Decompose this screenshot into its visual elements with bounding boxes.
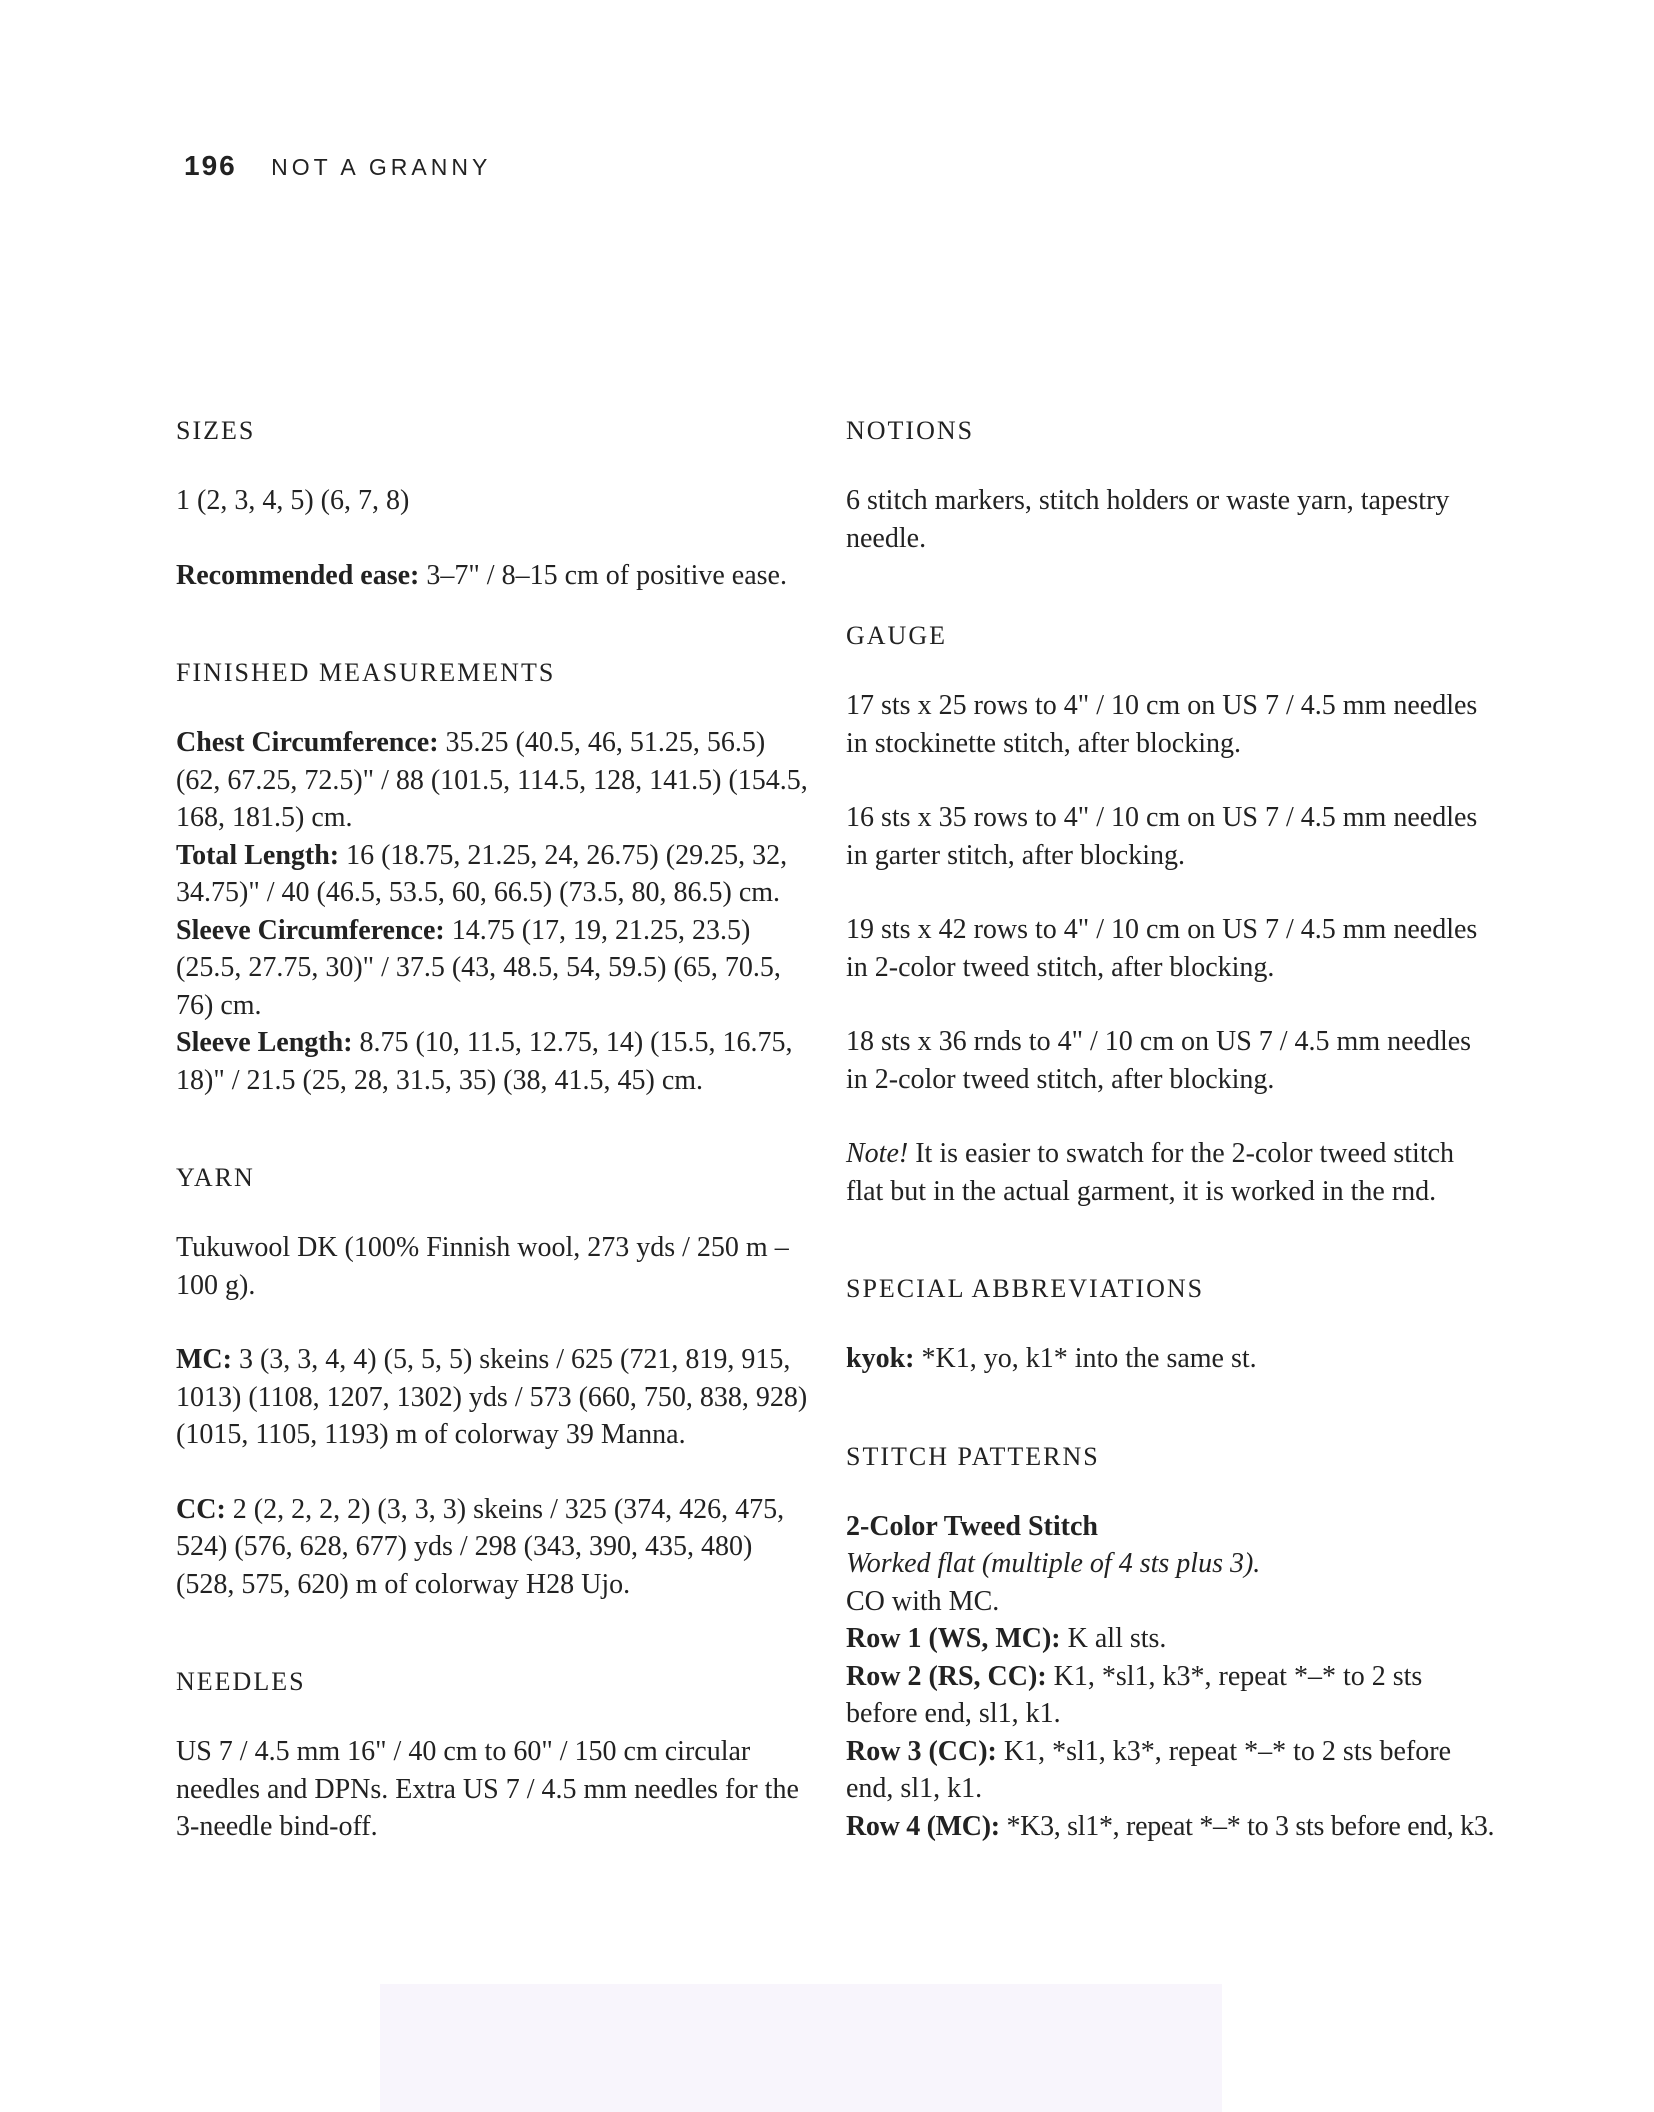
kyok-definition	[846, 1340, 1496, 1378]
chest-circumference	[176, 724, 816, 837]
cc-value: 2 (2, 2, 2, 2) (3, 3, 3) skeins / 325 (374, 426, 475, 524) (576, 628, 677) yds / 298 (343, 390, 435, 480) (528, 575, 620) m of colorway H28 Ujo.	[176, 1493, 785, 1600]
note-label: Note!	[846, 1138, 909, 1169]
pattern-subtitle	[846, 1545, 1496, 1583]
needles-section	[176, 1667, 816, 1846]
row-label: Row 4 (MC):	[846, 1810, 1000, 1842]
row-text: K1, *sl1, k3*, repeat *–* to 2 sts before end, sl1, k1.	[846, 1660, 1423, 1729]
notions-text: 6 stitch markers, stitch holders or waste yarn, tapestry needle.	[846, 485, 1450, 554]
mc-value: 3 (3, 3, 4, 4) (5, 5, 5) skeins / 625 (721, 819, 915, 1013) (1108, 1207, 1302) yds / 573 (660, 750, 838, 928) (1015, 1105, 1193) m of colorway 39 Manna.	[176, 1344, 808, 1450]
row-text: K1, *sl1, k3*, repeat *–* to 2 sts before end, sl1, k1.	[846, 1735, 1451, 1804]
row-text: *K3, sl1*, repeat *–* to 3 sts before end, k3.	[999, 1810, 1495, 1842]
special-abbreviations-heading: SPECIAL ABBREVIATIONS	[846, 1274, 1205, 1303]
kyok-label: kyok:	[846, 1343, 915, 1374]
sleeve-len-label: Sleeve Length:	[176, 1027, 353, 1058]
gauge-item: 19 sts x 42 rows to 4" / 10 cm on US 7 / 4.5 mm needles in 2-color tweed stitch, after blocking.	[846, 914, 1478, 983]
gauge-section	[846, 621, 1496, 1210]
footer-tint-block	[380, 1984, 1222, 2112]
gauge-item: 18 sts x 36 rnds to 4" / 10 cm on US 7 / 4.5 mm needles in 2-color tweed stitch, after blocking.	[846, 1026, 1472, 1095]
yarn-description: Tukuwool DK (100% Finnish wool, 273 yds / 250 m – 100 g).	[176, 1232, 789, 1301]
pattern-title	[846, 1508, 1496, 1546]
ease-label: Recommended ease:	[176, 559, 420, 591]
pattern-row	[846, 1658, 1496, 1733]
gauge-note	[846, 1135, 1496, 1210]
yarn-mc	[176, 1341, 816, 1454]
gauge-item: 17 sts x 25 rows to 4" / 10 cm on US 7 / 4.5 mm needles in stockinette stitch, after blocking.	[846, 690, 1478, 759]
yarn-heading: YARN	[176, 1163, 255, 1192]
kyok-text: *K1, yo, k1* into the same st.	[914, 1343, 1257, 1374]
ease-value: 3–7" / 8–15 cm of positive ease.	[419, 559, 787, 591]
sizes-section	[176, 416, 816, 594]
total-length	[176, 837, 816, 912]
mc-label: MC:	[176, 1344, 232, 1375]
note-text: It is easier to swatch for the 2-color tweed stitch flat but in the actual garment, it is worked in the rnd.	[846, 1138, 1455, 1207]
yarn-section	[176, 1163, 816, 1603]
stitch-patterns-heading: STITCH PATTERNS	[846, 1441, 1100, 1471]
left-column	[176, 416, 816, 1910]
gauge-heading: GAUGE	[846, 621, 947, 650]
book-title: NOT A GRANNY	[271, 154, 492, 180]
needles-text: US 7 / 4.5 mm 16" / 40 cm to 60" / 150 cm circular needles and DPNs. Extra US 7 / 4.5 mm needles for the 3-needle bind-off.	[176, 1736, 799, 1842]
needles-heading: NEEDLES	[176, 1667, 306, 1696]
pattern-subtitle-text: Worked flat (multiple of 4 sts plus 3).	[846, 1548, 1261, 1579]
sleeve-circumference	[176, 912, 816, 1025]
row-label: Row 3 (CC):	[846, 1735, 997, 1767]
chest-value: 35.25 (40.5, 46, 51.25, 56.5) (62, 67.25, 72.5)" / 88 (101.5, 114.5, 128, 141.5) (154.5, 168, 181.5) cm.	[176, 727, 808, 833]
length-label: Total Length:	[176, 839, 340, 871]
row-label: Row 1 (WS, MC):	[846, 1623, 1061, 1654]
pattern-title-text: 2-Color Tweed Stitch	[846, 1510, 1098, 1542]
pattern-cast-on: CO with MC.	[846, 1585, 1000, 1617]
stitch-patterns-section	[846, 1442, 1496, 1846]
notions-section	[846, 416, 1496, 557]
sleeve-circ-label: Sleeve Circumference:	[176, 914, 445, 946]
row-label: Row 2 (RS, CC):	[846, 1660, 1047, 1692]
gauge-item: 16 sts x 35 rows to 4" / 10 cm on US 7 / 4.5 mm needles in garter stitch, after blocking.	[846, 802, 1478, 871]
running-head	[184, 150, 491, 182]
sleeve-length	[176, 1024, 816, 1099]
right-column	[846, 416, 1496, 1909]
sizes-values: 1 (2, 3, 4, 5) (6, 7, 8)	[176, 485, 410, 516]
cc-label: CC:	[176, 1493, 226, 1525]
sleeve-circ-value: 14.75 (17, 19, 21.25, 23.5) (25.5, 27.75, 30)" / 37.5 (43, 48.5, 54, 59.5) (65, 70.5, 76) cm.	[176, 914, 781, 1021]
page-number: 196	[184, 150, 237, 181]
pattern-row	[846, 1620, 1496, 1658]
pattern-row	[846, 1733, 1496, 1808]
pattern-row	[846, 1808, 1496, 1846]
sleeve-len-value: 8.75 (10, 11.5, 12.75, 14) (15.5, 16.75, 18)" / 21.5 (25, 28, 31.5, 35) (38, 41.5, 45) cm.	[176, 1027, 793, 1096]
recommended-ease	[176, 557, 816, 595]
row-text: K all sts.	[1060, 1623, 1167, 1654]
length-value: 16 (18.75, 21.25, 24, 26.75) (29.25, 32, 34.75)" / 40 (46.5, 53.5, 60, 66.5) (73.5, 80, 86.5) cm.	[176, 839, 788, 908]
finished-measurements-section	[176, 658, 816, 1099]
chest-label: Chest Circumference:	[176, 727, 439, 758]
finished-measurements-heading: FINISHED MEASUREMENTS	[176, 658, 556, 687]
notions-heading: NOTIONS	[846, 416, 975, 445]
yarn-cc	[176, 1491, 816, 1604]
special-abbreviations-section	[846, 1274, 1496, 1378]
sizes-heading: SIZES	[176, 416, 256, 445]
